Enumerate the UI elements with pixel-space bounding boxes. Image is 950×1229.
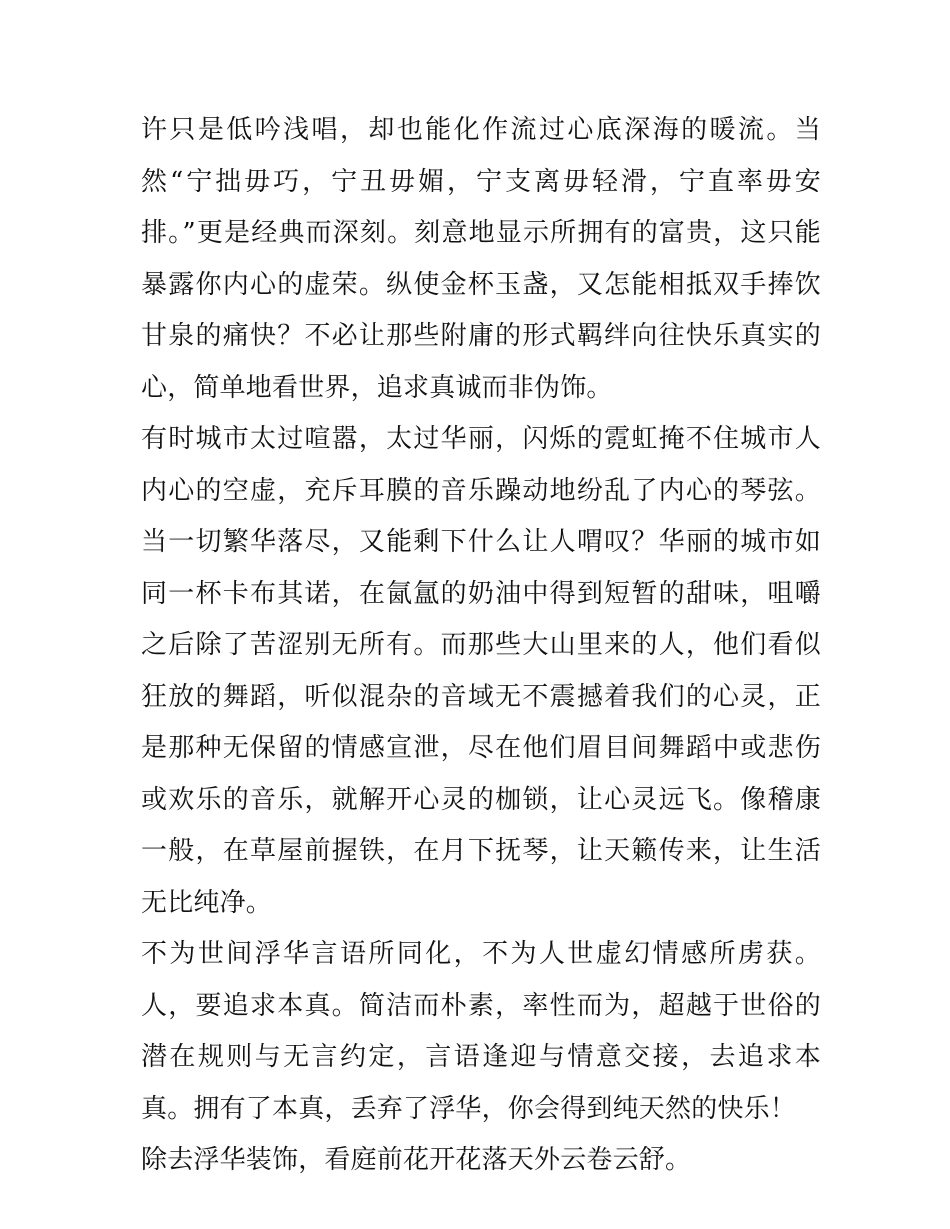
paragraph-1: 许只是低吟浅唱，却也能化作流过心底深海的暖流。当然“宁拙毋巧，宁丑毋媚，宁支离毋轻滑，宁直率毋安排。”更是经典而深刻。刻意地显示所拥有的富贵，这只能暴露你内心的虚荣。纵使金杯玉盏，又怎能相抵双手捧饮甘泉的痛快？不必让那些附庸的形式羁绊向往快乐真实的心，简单地看世界，追求真诚而非伪饰。 — [141, 115, 821, 403]
paragraph-3: 不为世间浮华言语所同化，不为人世虚幻情感所虏获。人，要追求本真。简洁而朴素，率性而为，超越于世俗的潜在规则与无言约定，言语逢迎与情意交接，去追求本真。拥有了本真，丢弃了浮华，你会得到纯天然的快乐！ — [141, 939, 821, 1124]
document-page — [141, 105, 821, 1187]
paragraph-2: 有时城市太过喧嚣，太过华丽，闪烁的霓虹掩不住城市人内心的空虚，充斥耳膜的音乐躁动地纷乱了内心的琴弦。当一切繁华落尽，又能剩下什么让人喟叹？华丽的城市如同一杯卡布其诺，在氤氲的奶油中得到短暂的甜味，咀嚼之后除了苦涩别无所有。而那些大山里来的人，他们看似狂放的舞蹈，听似混杂的音域无不震撼着我们的心灵，正是那种无保留的情感宣泄，尽在他们眉目间舞蹈中或悲伤或欢乐的音乐，就解开心灵的枷锁，让心灵远飞。像稽康一般，在草屋前握铁，在月下抚琴，让天籁传来，让生活无比纯净。 — [141, 424, 821, 918]
paragraph-4: 除去浮华装饰，看庭前花开花落天外云卷云舒。 — [141, 1145, 692, 1175]
